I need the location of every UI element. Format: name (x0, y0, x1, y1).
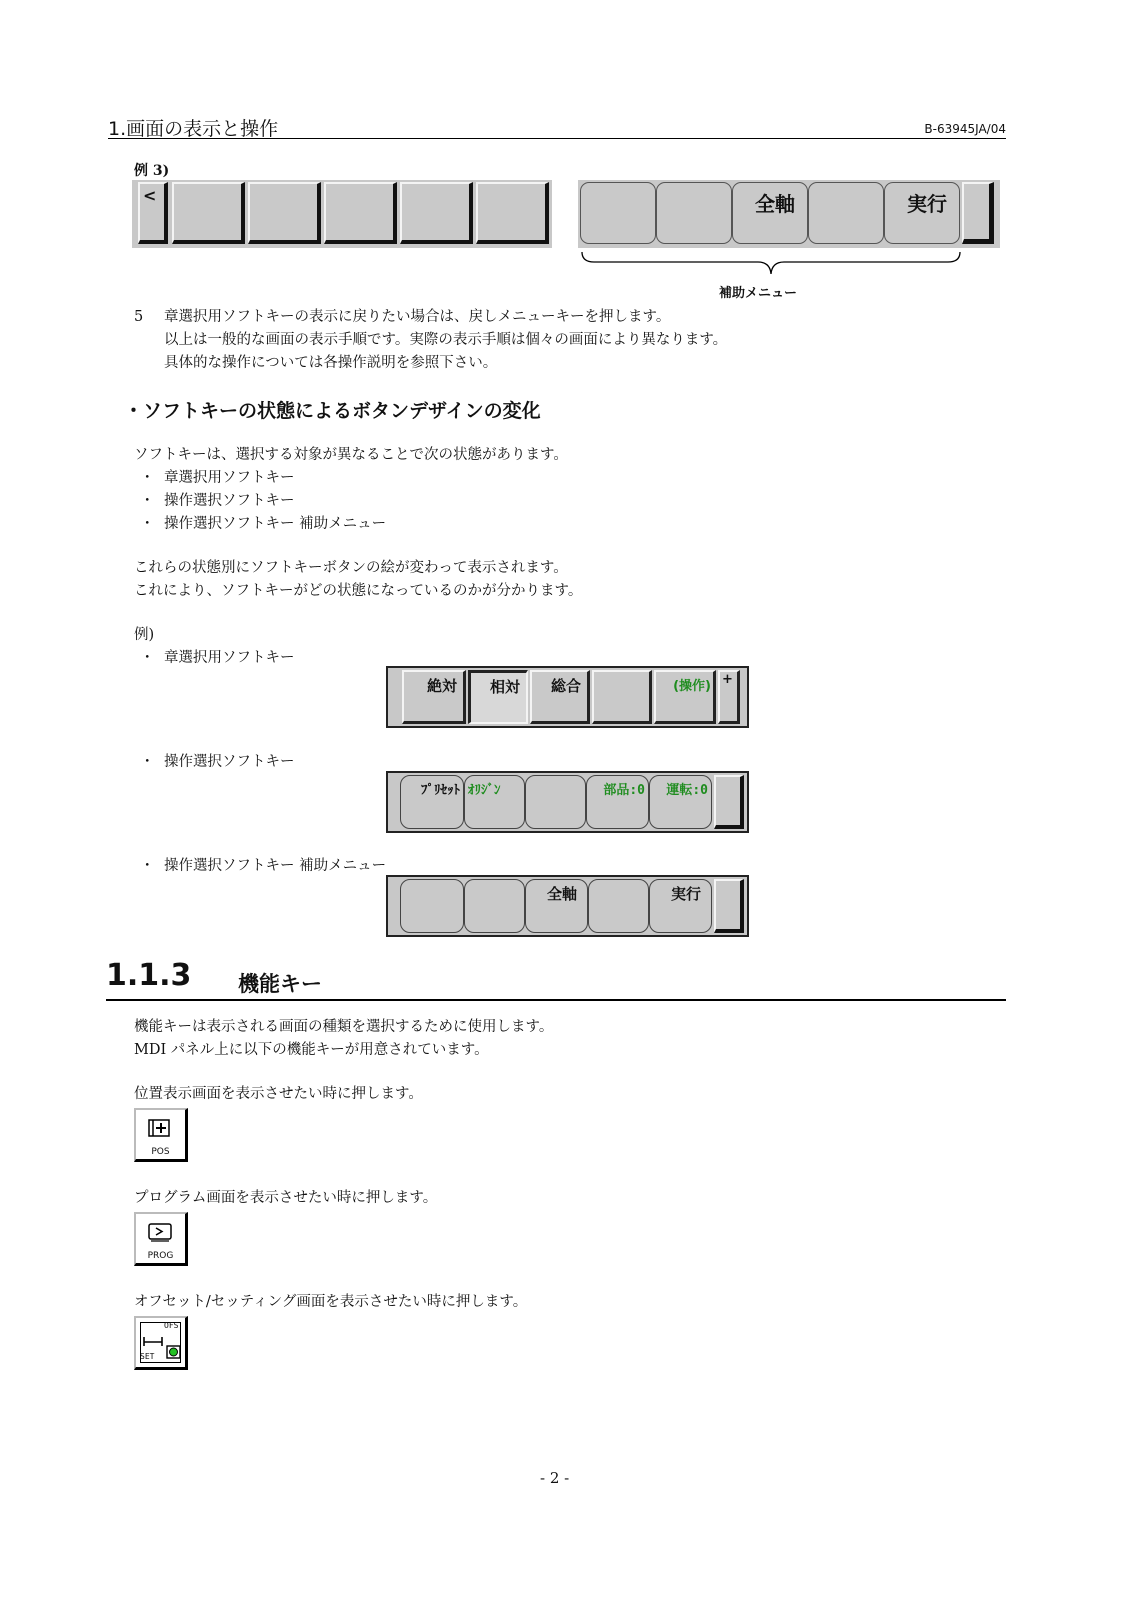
example3-gap (552, 180, 578, 248)
pos-key-label: POS (151, 1147, 170, 1157)
bullet-mark: ・ (140, 493, 155, 509)
header-title: 1.画面の表示と操作 (108, 118, 279, 140)
section-number: 1.1.3 (106, 958, 192, 993)
example3-key-2[interactable] (248, 182, 321, 244)
design-para-1: これらの状態別にソフトキーボタンの絵が変わって表示されます。 (134, 560, 568, 576)
chapter-key-all[interactable]: 総合 (530, 670, 590, 724)
pos-description: 位置表示画面を表示させたい時に押します。 (134, 1086, 423, 1102)
ofs-key-label: OFS (164, 1321, 179, 1330)
pos-function-key[interactable] (134, 1108, 188, 1162)
example3-sub-key-5[interactable]: 実行 (884, 182, 960, 244)
operation-bar-label: 操作選択ソフトキー (164, 754, 295, 770)
design-para-2: これにより、ソフトキーがどの状態になっているのかが分かります。 (134, 583, 583, 599)
ofs-set-function-key[interactable] (134, 1316, 188, 1370)
sub-key-1[interactable] (400, 879, 464, 933)
example3-sub-key-3[interactable]: 全軸 (732, 182, 808, 244)
sub-key-all-axes[interactable]: 全軸 (525, 879, 588, 933)
example3-label: 例 3) (134, 163, 170, 179)
bullet-mark: ・ (140, 858, 155, 874)
section-rule (106, 999, 1006, 1001)
section-line-1: 機能キーは表示される画面の種類を選択するために使用します。 (134, 1019, 554, 1035)
chapter-key-empty[interactable] (592, 670, 652, 724)
design-bullet-1: 章選択用ソフトキー (164, 470, 295, 486)
bullet-mark: ・ (140, 516, 155, 532)
prog-icon (146, 1220, 176, 1244)
example3-sub-key-1[interactable] (580, 182, 656, 244)
step5-line-3: 具体的な操作については各操作説明を参照下さい。 (164, 355, 498, 371)
chapter-key-absolute[interactable]: 絶対 (402, 670, 466, 724)
header-rule (108, 138, 1006, 139)
chapter-bar-label: 章選択用ソフトキー (164, 650, 295, 666)
chapter-softkey-bar (386, 666, 749, 728)
design-bullet-3: 操作選択ソフトキー 補助メニュー (164, 516, 387, 532)
operation-key-origin[interactable]: ｵﾘｼﾞﾝ (464, 775, 525, 829)
step5-number: 5 (134, 309, 144, 325)
example3-back-key[interactable]: < (138, 182, 168, 244)
step5-line-1: 章選択用ソフトキーの表示に戻りたい場合は、戻しメニューキーを押します。 (164, 309, 671, 325)
page-number: - 2 - (540, 1469, 570, 1487)
brace-graphic (580, 250, 962, 276)
ofs-description: オフセット/セッティング画面を表示させたい時に押します。 (134, 1294, 528, 1310)
design-bullet-2: 操作選択ソフトキー (164, 493, 295, 509)
prog-key-label: PROG (147, 1251, 174, 1261)
sub-bar-label: 操作選択ソフトキー 補助メニュー (164, 858, 387, 874)
bullet-mark: ・ (140, 754, 155, 770)
set-key-label: SET (140, 1352, 155, 1361)
doc-code: B-63945JA/04 (924, 122, 1006, 136)
example3-sub-key-2[interactable] (656, 182, 732, 244)
design-section-heading: ・ソフトキーの状態によるボタンデザインの変化 (124, 400, 541, 422)
operation-key-preset[interactable]: ﾌﾟﾘｾｯﾄ (400, 775, 464, 829)
example3-softkey-bar (132, 180, 1000, 248)
operation-key-next[interactable] (714, 775, 744, 829)
bullet-mark: ・ (140, 650, 155, 666)
step5-line-2: 以上は一般的な画面の表示手順です。実際の表示手順は個々の画面により異なります。 (164, 332, 728, 348)
bullet-mark: ・ (140, 470, 155, 486)
sub-key-next[interactable] (714, 879, 744, 933)
example3-key-5[interactable] (476, 182, 549, 244)
sub-softkey-bar (386, 875, 749, 937)
example3-next-key[interactable] (962, 182, 994, 244)
prog-description: プログラム画面を表示させたい時に押します。 (134, 1190, 438, 1206)
example3-key-1[interactable] (172, 182, 245, 244)
prog-function-key[interactable] (134, 1212, 188, 1266)
sub-key-2[interactable] (464, 879, 525, 933)
example-label: 例) (134, 627, 155, 643)
operation-key-run[interactable]: 運転:0 (649, 775, 712, 829)
sub-key-4[interactable] (588, 879, 649, 933)
chapter-key-relative[interactable]: 相対 (468, 670, 528, 724)
section-title: 機能キー (238, 972, 322, 996)
chapter-key-more[interactable]: + (718, 670, 740, 724)
sub-key-execute[interactable]: 実行 (649, 879, 712, 933)
design-intro: ソフトキーは、選択する対象が異なることで次の状態があります。 (134, 447, 568, 463)
example3-key-3[interactable] (324, 182, 397, 244)
ofs-icon (140, 1324, 184, 1364)
brace-label: 補助メニュー (719, 286, 798, 301)
operation-key-parts[interactable]: 部品:0 (586, 775, 649, 829)
chapter-key-operation[interactable]: (操作) (654, 670, 716, 724)
example3-sub-key-4[interactable] (808, 182, 884, 244)
operation-softkey-bar (386, 771, 749, 833)
example3-key-4[interactable] (400, 182, 473, 244)
section-line-2: MDI パネル上に以下の機能キーが用意されています。 (134, 1042, 489, 1058)
operation-key-empty[interactable] (525, 775, 586, 829)
pos-icon (146, 1116, 176, 1140)
